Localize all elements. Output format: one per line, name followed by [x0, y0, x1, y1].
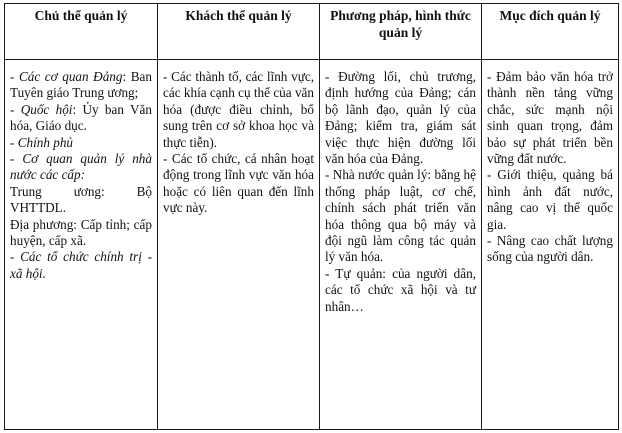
- subject-item-government: - Chính phủ: [10, 134, 74, 150]
- culture-management-table: [4, 3, 619, 430]
- document-page: [4, 3, 618, 430]
- cell-management-subject: [5, 60, 158, 430]
- method-item-state: - Nhà nước quản lý: bằng hệ thống pháp luật, cơ chế, chính sách phát triển văn hóa thông qua bộ máy và đội ngũ làm công tác quản lý văn hóa.: [325, 167, 476, 265]
- subject-item-party: - Các cơ quan Đảng: Ban Tuyên giáo Trung ương;: [10, 69, 152, 101]
- subject-item-local: Địa phương: Cấp tỉnh; cấp huyện, cấp xã.: [10, 216, 152, 249]
- header-management-purpose: Mục đích quản lý: [482, 4, 619, 60]
- subject-item-national-assembly: - Quốc hội: Ủy ban Văn hóa, Giáo dục.: [10, 101, 152, 134]
- object-item-culture-elements: - Các thành tố, các lĩnh vực, các khía cạnh cụ thể của văn hóa (được điều chỉnh, bổ sung trên cơ sở khoa học và thực tiễn).: [163, 69, 314, 150]
- method-item-self-management: - Tự quản: của người dân, các tổ chức xã hội và tư nhân…: [325, 265, 476, 314]
- cell-management-purpose: [482, 60, 619, 430]
- subject-item-central: Trung ương: Bộ VHTTDL.: [10, 183, 152, 216]
- method-item-party: - Đường lối, chủ trương, định hướng của Đảng; cán bộ lãnh đạo, quản lý của Đảng; kiểm tra, giám sát việc thực hiện đường lối văn hóa của Đảng.: [325, 69, 476, 167]
- purpose-item-foundation: - Đảm bảo văn hóa trở thành nền tảng vững chắc, sức mạnh nội sinh quan trọng, đảm bảo sự phát triển bền vững đất nước.: [487, 69, 613, 167]
- purpose-item-promotion: - Giới thiệu, quảng bá hình ảnh đất nước, nâng cao vị thế quốc gia.: [487, 167, 613, 232]
- subject-item-state-agencies: - Cơ quan quản lý nhà nước các cấp:: [10, 151, 152, 183]
- table-header-row: [5, 4, 619, 60]
- header-management-subject: Chủ thể quản lý: [5, 4, 158, 60]
- object-item-organizations: - Các tổ chức, cá nhân hoạt động trong lĩnh vực văn hóa hoặc có liên quan đến lĩnh vực này.: [163, 151, 314, 216]
- table-row: [5, 60, 619, 430]
- subject-item-socio-political-orgs: - Các tổ chức chính trị - xã hội.: [10, 249, 152, 281]
- header-management-method: Phương pháp, hình thức quản lý: [320, 4, 482, 60]
- purpose-item-quality-of-life: - Nâng cao chất lượng sống của người dân.: [487, 233, 613, 265]
- cell-management-method: [320, 60, 482, 430]
- cell-management-object: [158, 60, 320, 430]
- header-management-object: Khách thể quản lý: [158, 4, 320, 60]
